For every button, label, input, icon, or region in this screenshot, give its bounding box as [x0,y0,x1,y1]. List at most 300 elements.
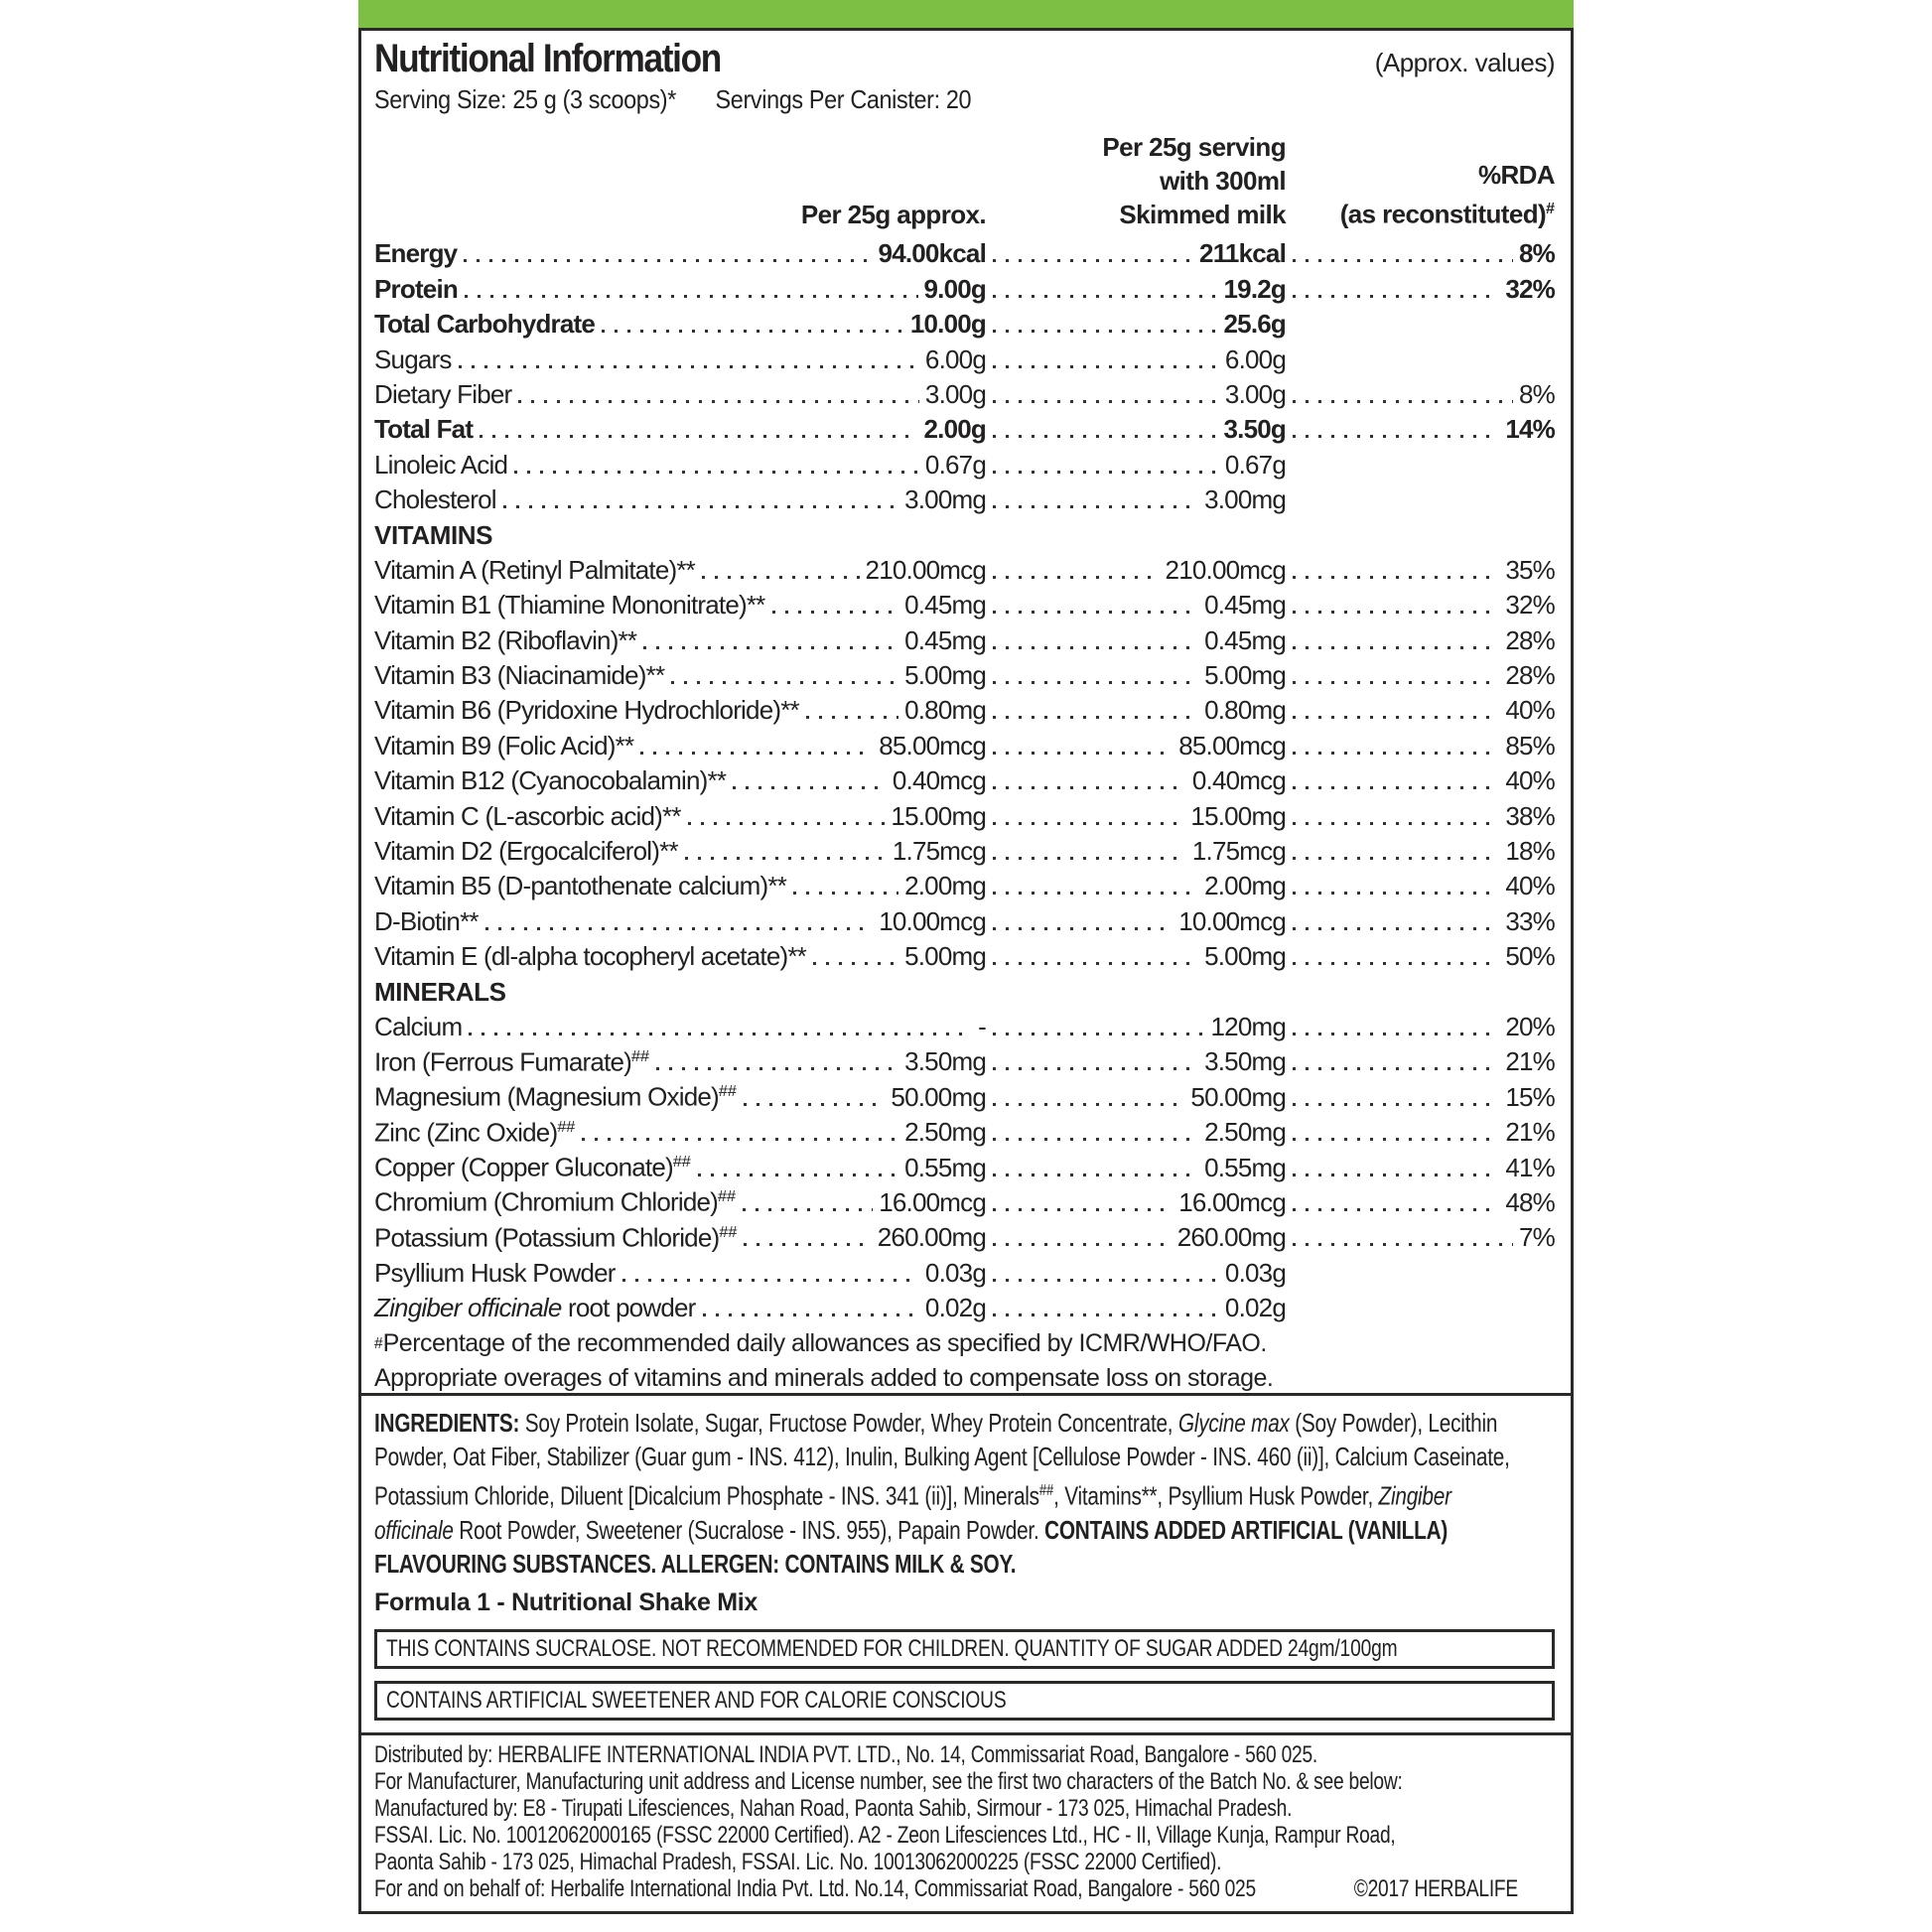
row-value-rda: 18% [1505,836,1555,867]
row-value-with-milk: 2.00mg [1204,871,1286,901]
row-value-with-milk: 5.00mg [1204,660,1286,691]
row-col1 [374,310,986,339]
dot-leader [733,786,887,789]
nutrition-table [374,233,1555,1393]
dot-leader [1293,752,1499,755]
row-col1 [374,872,986,900]
row-label: Vitamin B1 (Thiamine Mononitrate)** [374,590,765,621]
table-row [374,233,1555,268]
row-value-per25g: 260.00mg [877,1222,986,1253]
row-value-per25g: 2.00mg [904,871,986,901]
dot-leader [503,505,898,508]
formula-name: Formula 1 - Nutritional Shake Mix [374,1587,758,1616]
row-value-rda: 41% [1505,1152,1555,1182]
row-value-with-milk: 0.55mg [1204,1152,1286,1182]
text-segment: (Soy Powder), Lecithin Powder, Oat Fiber, Stabilizer (Guar gum - INS. 412), Inulin, Bulking Agent [Cellulose Powder - INS. 460 (ii)], Calcium Caseinate, Potassium Chloride, Diluent [Dicalcium Phosphate - INS. 341 (ii)], Minerals [374,1408,1510,1511]
dot-leader [1293,786,1499,789]
row-col2 [986,907,1286,936]
row-value-per25g: 0.67g [924,449,986,480]
dot-leader [514,471,919,474]
table-row [374,620,1555,654]
table-row [374,444,1555,479]
row-col1 [374,556,986,585]
dot-leader [1293,259,1513,262]
row-col2 [986,1154,1286,1182]
row-value-rda: 7% [1519,1222,1555,1253]
dot-leader [993,646,1198,649]
serving-size: Serving Size: 25 g (3 scoops)* [374,84,676,114]
row-col1 [374,1259,986,1288]
row-value-with-milk: 0.45mg [1204,624,1286,655]
row-label: Psyllium Husk Powder [374,1257,616,1288]
row-label [374,1042,649,1077]
row-value-rda: 20% [1505,1011,1555,1041]
row-value-per25g: 3.00g [924,378,986,409]
row-col2 [986,766,1286,795]
dot-leader [993,259,1193,262]
row-value-rda: 40% [1505,871,1555,901]
dot-leader [1293,962,1499,965]
row-value-with-milk: 25.6g [1223,309,1286,340]
row-label: Vitamin E (dl-alpha tocopheryl acetate)** [374,941,806,972]
row-label: Linoleic Acid [374,449,508,480]
row-col3 [1286,626,1555,655]
sucralose-warning-box [374,1629,1555,1669]
row-value-rda: 28% [1505,660,1555,691]
dot-leader [485,927,873,930]
row-col2 [986,1223,1286,1252]
row-col3 [1286,556,1555,585]
dot-leader [640,752,873,755]
row-value-per25g: 5.00mg [904,660,986,691]
row-value-rda: 28% [1505,624,1555,655]
row-col2 [986,1188,1286,1217]
row-value-rda: 38% [1505,800,1555,831]
row-col2 [986,591,1286,620]
text-segment: # [1546,200,1555,218]
dot-leader [993,1243,1172,1246]
column-header-per25g [374,198,986,231]
row-col3 [1286,1047,1555,1076]
section-header: MINERALS [374,976,506,1007]
dot-leader [993,822,1184,825]
text-segment: ## [631,1046,649,1065]
row-label [374,1113,575,1148]
table-row [374,550,1555,585]
dot-leader [464,259,872,262]
row-col3 [1286,415,1555,444]
dot-leader [993,1173,1198,1176]
col3-header-line2 [1340,192,1555,231]
row-value-with-milk: 0.67g [1224,449,1286,480]
dot-leader [622,1279,919,1282]
text-segment: Zingiber officinale [374,1480,1451,1545]
row-col3 [1286,380,1555,409]
row-value-per25g: 0.80mg [904,695,986,726]
table-row [374,268,1555,303]
row-col3 [1286,661,1555,690]
row-value-rda: 32% [1505,590,1555,621]
dot-leader [1293,822,1499,825]
row-col3 [1286,1154,1555,1182]
table-row [374,1252,1555,1287]
text-segment: Iron (Ferrous Fumarate) [374,1046,632,1077]
row-col3 [1286,1188,1555,1217]
dot-leader [582,1138,898,1141]
row-value-per25g: 10.00g [909,309,986,340]
row-col1 [374,696,986,725]
row-value-with-milk: 50.00mg [1190,1081,1286,1112]
row-value-with-milk: 10.00mcg [1178,905,1286,936]
dot-leader [1293,1243,1513,1246]
row-value-per25g: 0.45mg [904,624,986,655]
table-row [374,690,1555,725]
text-segment: Potassium (Potassium Chloride) [374,1222,720,1253]
table-row [374,1112,1555,1147]
row-label [374,1077,737,1112]
row-value-per25g: 15.00mg [891,800,986,831]
row-label: Vitamin B9 (Folic Acid)** [374,730,634,760]
servings-per-canister: Servings Per Canister: 20 [715,84,972,114]
row-value-with-milk: 15.00mg [1190,800,1286,831]
col3-header-line1: %RDA [1477,160,1555,191]
row-value-with-milk: 0.80mg [1204,695,1286,726]
row-col1 [374,380,986,409]
col2-header-line1: Per 25g serving [1102,132,1286,162]
dot-leader [993,716,1198,719]
row-value-per25g: 10.00mcg [879,905,986,936]
row-col3 [1286,1223,1555,1252]
dot-leader [993,1138,1198,1141]
dot-leader [744,1243,871,1246]
dot-leader [993,857,1186,860]
row-label: Vitamin A (Retinyl Palmitate)** [374,554,695,585]
row-value-rda: 32% [1505,273,1555,304]
row-value-per25g: 0.55mg [904,1152,986,1182]
row-value-per25g: - [978,1011,986,1041]
row-col2 [986,1013,1286,1041]
dot-leader [1293,1067,1499,1070]
table-row [374,831,1555,866]
table-row [374,1076,1555,1111]
row-col3 [1286,802,1555,831]
table-row [374,585,1555,620]
row-value-per25g: 16.00mcg [879,1186,986,1217]
table-row [374,760,1555,795]
dot-leader [469,1033,972,1035]
row-value-per25g: 3.00mg [904,484,986,515]
section-header: VITAMINS [374,519,493,550]
ingredients-paragraph [374,1406,1522,1581]
row-col1 [374,626,986,655]
dot-leader [993,1208,1173,1211]
dot-leader [993,1067,1198,1070]
row-value-rda: 15% [1505,1081,1555,1112]
table-row [374,900,1555,935]
row-col2 [986,1294,1286,1322]
dot-leader [743,1208,873,1211]
row-col2 [986,275,1286,304]
dot-leader [518,400,919,403]
column-header-rda [1286,158,1555,231]
dot-leader [806,716,898,719]
row-value-with-milk: 6.00g [1224,344,1286,374]
row-col1 [374,1077,986,1112]
row-value-rda: 21% [1505,1117,1555,1148]
dot-leader [1293,295,1499,298]
row-value-with-milk: 211kcal [1199,238,1286,269]
row-col3 [1286,766,1555,795]
dot-leader [993,1313,1219,1316]
serving-info [374,84,1437,114]
row-col1 [374,275,986,304]
row-col3 [1286,1083,1555,1112]
row-label: Vitamin B5 (D-pantothenate calcium)** [374,871,787,901]
title-row [374,37,1555,80]
row-col2 [986,345,1286,374]
dot-leader [993,435,1218,438]
row-value-per25g: 2.00g [923,414,986,445]
dot-leader [993,611,1198,614]
green-header-bar [358,0,1574,28]
row-col3 [1286,732,1555,760]
row-value-per25g: 1.75mcg [892,836,986,867]
row-value-with-milk: 0.02g [1224,1293,1286,1323]
row-value-with-milk: 3.00mg [1204,484,1286,515]
footer-last-line [374,1875,1518,1902]
table-row [374,374,1555,409]
row-col2 [986,451,1286,480]
text-segment: Copper (Copper Gluconate) [374,1152,673,1182]
dot-leader [1293,857,1499,860]
row-col3 [1286,591,1555,620]
row-col2 [986,415,1286,444]
footer-distributed-by: Distributed by: HERBALIFE INTERNATIONAL INDIA PVT. LTD., No. 14, Commissariat Road, Bangalore - 560 025. [374,1741,1317,1768]
footer-manufactured-by: Manufactured by: E8 - Tirupati Lifesciences, Nahan Road, Paonta Sahib, Sirmour - 173 025, Himachal Pradesh. [374,1795,1293,1822]
nutrition-label [358,28,1574,1914]
row-value-per25g: 50.00mg [891,1081,986,1112]
dot-leader [993,576,1160,579]
table-row [374,1147,1555,1181]
row-col1 [374,837,986,866]
text-segment: ## [672,1152,691,1171]
footer-manufacturer-note: For Manufacturer, Manufacturing unit address and License number, see the first two characters of the Batch No. & see below: [374,1768,1403,1795]
row-label: Total Fat [374,414,474,445]
text-segment: Glycine max [1177,1408,1290,1438]
row-col2 [986,626,1286,655]
row-label: Cholesterol [374,484,496,515]
table-row [374,1217,1555,1252]
row-col1 [374,451,986,480]
col2-header-line2: with 300ml [1160,166,1286,196]
row-label: Vitamin B12 (Cyanocobalamin)** [374,765,727,796]
row-label: Dietary Fiber [374,378,512,409]
row-label: Vitamin C (L-ascorbic acid)** [374,800,681,831]
text-segment: ## [1038,1481,1054,1499]
row-col2 [986,310,1286,339]
row-value-with-milk: 1.75mcg [1191,836,1286,867]
row-col3 [1286,942,1555,971]
row-label: D-Biotin** [374,905,479,936]
row-col1 [374,802,986,831]
row-value-rda: 40% [1505,695,1555,726]
table-row [374,304,1555,339]
table-row [374,409,1555,444]
row-label [374,1218,737,1253]
row-col2 [986,696,1286,725]
row-value-with-milk: 0.45mg [1204,590,1286,621]
row-col3 [1286,696,1555,725]
row-col3 [1286,872,1555,900]
row-col2 [986,837,1286,866]
dot-leader [685,857,887,860]
footnote: Appropriate overages of vitamins and minerals added to compensate loss on storage. [374,1363,1274,1392]
row-col1 [374,1113,986,1148]
row-col2 [986,661,1286,690]
dot-leader [993,505,1198,508]
text-segment: ## [718,1082,737,1101]
row-col1 [374,942,986,971]
col2-header-line3: Skimmed milk [1119,200,1286,229]
dot-leader [688,822,886,825]
row-label: Total Carbohydrate [374,309,596,340]
row-value-rda: 33% [1505,905,1555,936]
row-value-per25g: 5.00mg [904,941,986,972]
row-label: Sugars [374,344,452,374]
row-col2 [986,380,1286,409]
dot-leader [1293,1103,1499,1106]
row-value-rda: 40% [1505,765,1555,796]
dot-leader [993,295,1218,298]
table-row [374,1288,1555,1322]
row-value-with-milk: 260.00mg [1176,1222,1286,1253]
text-segment: ## [557,1117,576,1136]
text-segment: Magnesium (Magnesium Oxide) [374,1081,719,1112]
row-value-rda: 35% [1505,554,1555,585]
row-value-per25g: 94.00kcal [878,238,986,269]
col1-header-line: Per 25g approx. [800,200,986,229]
dot-leader [993,1103,1184,1106]
row-value-per25g: 0.45mg [904,590,986,621]
row-value-rda: 14% [1505,414,1555,445]
text-segment: Soy Protein Isolate, Sugar, Fructose Powder, Whey Protein Concentrate, [524,1408,1178,1438]
approx-values-note: (Approx. values) [1374,48,1555,77]
text-segment: CONTAINS ADDED ARTIFICIAL (VANILLA) FLAVOURING SUBSTANCES. ALLERGEN: CONTAINS MILK & SOY. [374,1514,1449,1579]
dot-leader [993,1279,1219,1282]
row-value-per25g: 2.50mg [904,1117,986,1148]
table-row [374,339,1555,373]
table-row [374,795,1555,830]
table-row [374,936,1555,971]
dot-leader [1293,892,1499,895]
row-value-rda: 50% [1505,941,1555,972]
row-col2 [986,485,1286,514]
footer-fssai-line2: Paonta Sahib - 173 025, Himachal Pradesh, FSSAI. Lic. No. 10013062000225 (FSSC 22000 Certified). [374,1849,1222,1875]
dot-leader [993,681,1198,684]
text-segment: Root Powder, Sweetener (Sucralose - INS. 955), Papain Powder. [453,1514,1045,1545]
dot-leader [993,752,1173,755]
row-col1 [374,907,986,936]
row-value-with-milk: 3.50g [1223,414,1286,445]
row-value-rda: 8% [1519,238,1555,269]
footer-fssai-line1: FSSAI. Lic. No. 10012062000165 (FSSC 22000 Certified). A2 - Zeon Lifesciences Ltd., HC - II, Village Kunja, Rampur Road, [374,1822,1396,1849]
text-segment: INGREDIENTS: [374,1408,525,1438]
text-segment: Chromium (Chromium Chloride) [374,1186,719,1217]
row-col2 [986,556,1286,585]
dot-leader [459,365,919,368]
row-col1 [374,591,986,620]
row-col1 [374,485,986,514]
row-value-rda: 21% [1505,1046,1555,1077]
ingredients-section [361,1396,1571,1735]
row-col1 [374,1042,986,1077]
dot-leader [772,611,899,614]
table-row [374,480,1555,514]
dot-leader [993,330,1218,333]
row-value-per25g: 6.00g [924,344,986,374]
row-label: Protein [374,273,458,304]
sucralose-warning-text: THIS CONTAINS SUCRALOSE. NOT RECOMMENDED FOR CHILDREN. QUANTITY OF SUGAR ADDED 24gm/100gm [386,1634,1398,1662]
row-col1 [374,661,986,690]
row-label: Vitamin B2 (Riboflavin)** [374,624,637,655]
row-value-with-milk: 85.00mcg [1178,730,1286,760]
row-col1 [374,1294,986,1322]
dot-leader [1293,716,1499,719]
page-title: Nutritional Information [374,37,721,80]
column-header-with-milk [986,130,1286,231]
row-value-with-milk: 5.00mg [1204,941,1286,972]
dot-leader [702,576,860,579]
dot-leader [1293,646,1499,649]
text-segment: , Vitamins**, Psyllium Husk Powder, [1053,1480,1379,1511]
dot-leader [993,786,1186,789]
row-col2 [986,239,1286,268]
row-value-per25g: 0.02g [924,1293,986,1323]
row-value-with-milk: 19.2g [1223,273,1286,304]
row-label: Calcium [374,1011,463,1041]
row-label [374,1294,696,1322]
row-label [374,1148,691,1182]
dot-leader [671,681,898,684]
row-col1 [374,415,986,444]
row-col2 [986,1083,1286,1112]
row-value-per25g: 210.00mcg [865,554,986,585]
dot-leader [993,892,1198,895]
dot-leader [1293,1033,1499,1035]
table-row [374,655,1555,690]
row-value-with-milk: 0.03g [1224,1257,1286,1288]
text-segment: # [374,1334,383,1352]
dot-leader [744,1103,886,1106]
dot-leader [993,1033,1205,1035]
table-row [374,1041,1555,1076]
text-segment: ## [719,1222,738,1241]
row-col3 [1286,1013,1555,1041]
dot-leader [993,927,1173,930]
row-col2 [986,872,1286,900]
row-col1 [374,732,986,760]
row-value-per25g: 9.00g [923,273,986,304]
text-segment: ## [718,1187,736,1206]
row-value-per25g: 0.40mcg [892,765,986,796]
row-col2 [986,1118,1286,1147]
text-segment: Zinc (Zinc Oxide) [374,1117,558,1148]
row-col3 [1286,907,1555,936]
sweetener-warning-box [374,1681,1555,1721]
dot-leader [602,330,904,333]
dot-leader [993,471,1219,474]
row-value-with-milk: 210.00mcg [1165,554,1286,585]
